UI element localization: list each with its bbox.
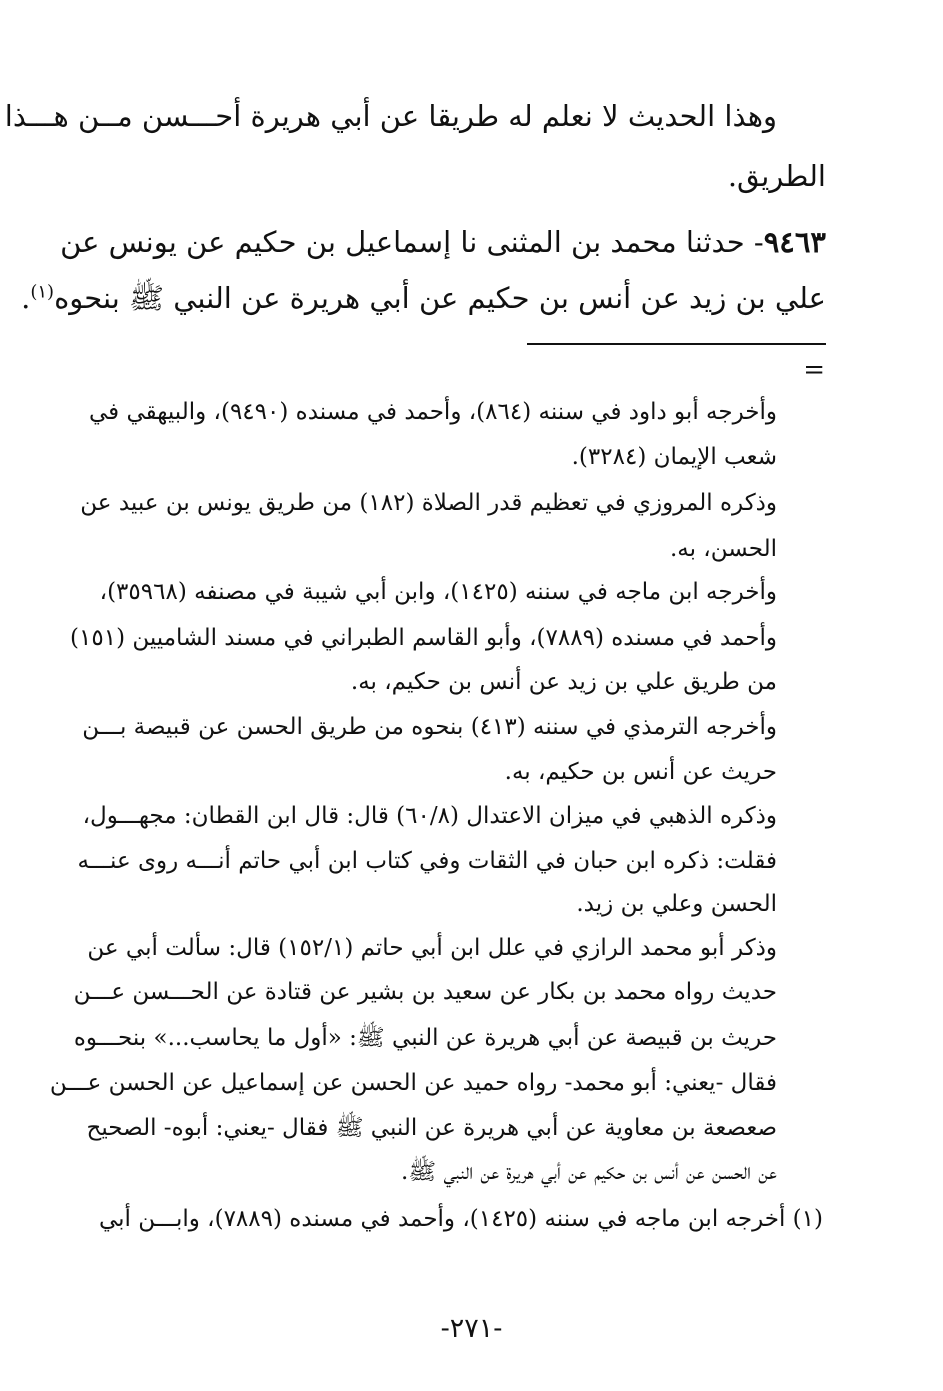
body-line-1: وهذا الحديث لا نعلم له طريقا عن أبي هريرة أحـــسن مــن هـــذا	[4, 99, 777, 133]
body-line-2: الطريق.	[727, 159, 826, 193]
note-line-10: وذكره الذهبي في ميزان الاعتدال (٦٠/٨) قال: قال ابن القطان: مجهـــول،	[82, 803, 777, 829]
note-line-7: من طريق علي بن زيد عن أنس بن حكيم، به.	[350, 669, 777, 695]
note-line-14: حديث رواه محمد بن بكار عن سعيد بن بشير عن قتادة عن الحـــسن عـــن	[73, 979, 777, 1005]
note-line-9: حريث عن أنس بن حكيم، به.	[504, 759, 777, 785]
hadith-line-2	[21, 278, 826, 322]
hadith-number: ٩٤٦٣	[763, 225, 826, 259]
note-line-13: وذكر أبو محمد الرازي في علل ابن أبي حاتم (١٥٢/١) قال: سألت أبي عن	[87, 935, 777, 961]
hadith-line-2-text: علي بن زيد عن أنس بن حكيم عن أبي هريرة عن النبي ﷺ بنحوه	[54, 281, 826, 315]
continuation-mark: =	[803, 355, 825, 385]
note-line-3: وذكره المروزي في تعظيم قدر الصلاة (١٨٢) من طريق يونس بن عبيد عن	[80, 490, 777, 516]
footnote-separator	[527, 343, 826, 345]
note-line-15: حريث بن قبيصة عن أبي هريرة عن النبي ﷺ: «أول ما يحاسب...» بنحـــوه	[73, 1025, 777, 1051]
note-line-5: وأخرجه ابن ماجه في سننه (١٤٢٥)، وابن أبي شيبة في مصنفه (٣٥٩٦٨)،	[99, 579, 777, 605]
hadith-line-1-text: - حدثنا محمد بن المثنى نا إسماعيل بن حكيم عن يونس عن	[60, 225, 764, 259]
note-line-1: وأخرجه أبو داود في سننه (٨٦٤)، وأحمد في مسنده (٩٤٩٠)، والبيهقي في	[88, 399, 777, 425]
note-line-11: فقلت: ذكره ابن حبان في الثقات وفي كتاب ابن أبي حاتم أنـــه روى عنـــه	[77, 848, 777, 874]
note-line-4: الحسن، به.	[669, 536, 777, 562]
note-line-18: عن الحسن عن أنس بن حكيم عن أبي هريرة عن النبي ﷺ.	[401, 1159, 777, 1185]
footnote-ref: (١)	[30, 281, 55, 303]
note-line-2: شعب الإيمان (٣٢٨٤).	[571, 444, 777, 470]
page-number: -٢٧١-	[440, 1313, 503, 1344]
hadith-line-2-end: .	[21, 281, 31, 315]
note-line-12: الحسن وعلي بن زيد.	[576, 891, 777, 917]
footnote-1: (١) أخرجه ابن ماجه في سننه (١٤٢٥)، وأحمد في مسنده (٧٨٨٩)، وابـــن أبي	[98, 1206, 823, 1232]
note-line-6: وأحمد في مسنده (٧٨٨٩)، وأبو القاسم الطبراني في مسند الشاميين (١٥١)	[70, 625, 777, 651]
note-line-16: فقال -يعني: أبو محمد- رواه حميد عن الحسن عن إسماعيل عن الحسن عـــن	[49, 1070, 777, 1096]
hadith-line-1	[60, 222, 826, 266]
note-line-17: صعصعة بن معاوية عن أبي هريرة عن النبي ﷺ فقال -يعني: أبوه- الصحيح	[86, 1115, 777, 1141]
note-line-8: وأخرجه الترمذي في سننه (٤١٣) بنحوه من طريق الحسن عن قبيصة بـــن	[82, 714, 777, 740]
